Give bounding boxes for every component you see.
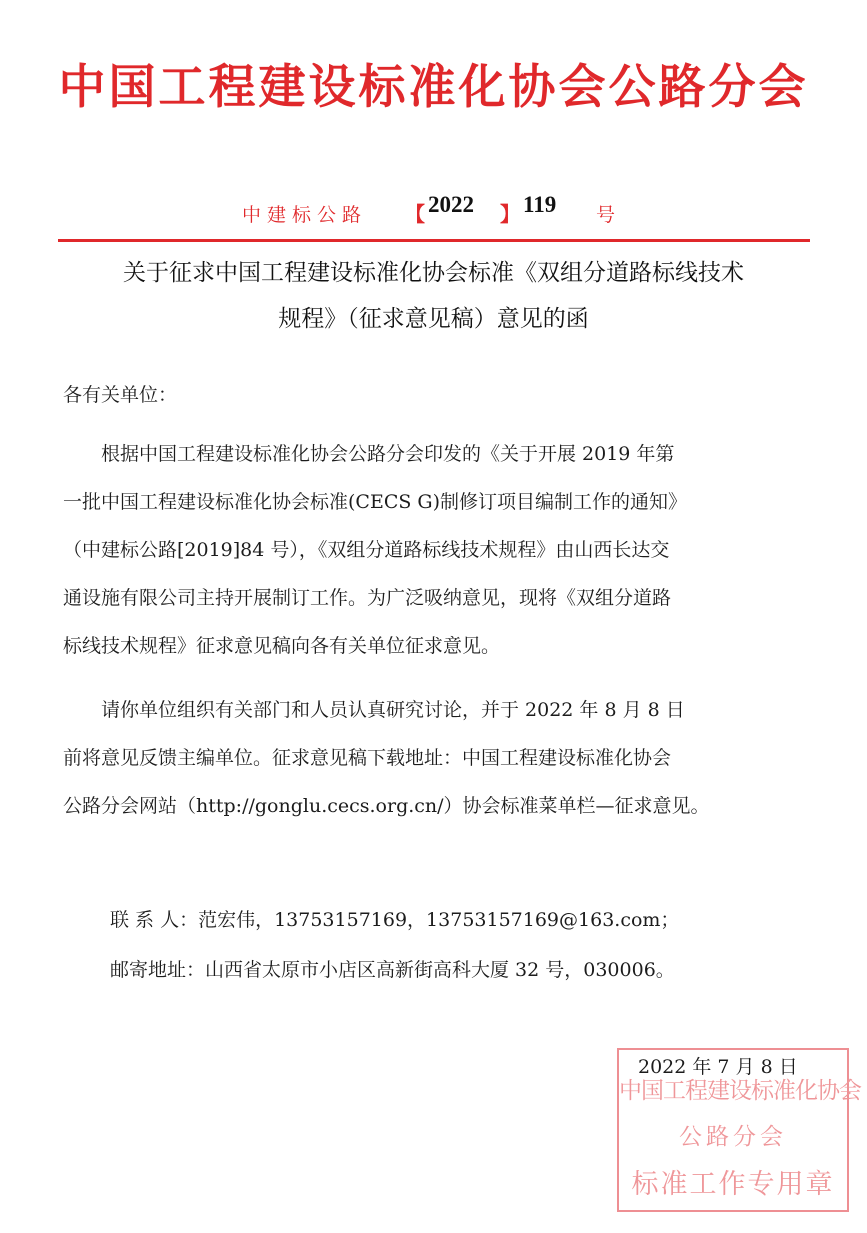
paragraph-1-line: （中建标公路[2019]84 号），《双组分道路标线技术规程》由山西长达交 [63,539,670,561]
seal-line-2: 公路分会 [679,1124,787,1150]
doc-number-suffix: 号 [596,204,616,226]
doc-number-prefix: 中建标公路 [242,204,368,226]
paragraph-1-line: 根据中国工程建设标准化协会公路分会印发的《关于开展 2019 年第 [63,443,675,465]
paragraph-2-line: 公路分会网站（http://gonglu.cecs.org.cn/）协会标准菜单栏—征求意见。 [63,795,710,817]
seal-line-1: 中国工程建设标准化协会 [619,1078,861,1104]
paragraph-1-line: 通设施有限公司主持开展制订工作。为广泛吸纳意见，现将《双组分道路 [63,587,672,609]
red-divider [58,239,810,242]
doc-number-open-bracket: 【 [405,202,425,226]
paragraph-2-line: 请你单位组织有关部门和人员认真研究讨论，并于 2022 年 8 月 8 日 [63,699,685,721]
mailing-address: 邮寄地址：山西省太原市小店区高新街高科大厦 32 号，030006。 [110,959,675,981]
paragraph-1 [63,430,808,670]
paragraph-2 [63,686,808,830]
contact-person: 联 系 人：范宏伟，13753157169，13753157169@163.com； [110,909,680,931]
subject-line-1: 关于征求中国工程建设标准化协会标准《双组分道路标线技术 [123,260,744,286]
paragraph-1-line: 标线技术规程》征求意见稿向各有关单位征求意见。 [63,635,501,657]
letterhead-title: 中国工程建设标准化协会公路分会 [58,60,809,115]
issue-date: 2022 年 7 月 8 日 [638,1056,798,1078]
document-number [0,188,867,228]
doc-number-close-bracket: 】 [500,202,520,226]
doc-number-year: 2022 [428,192,474,217]
paragraph-1-line: 一批中国工程建设标准化协会标准(CECS G)制修订项目编制工作的通知》 [63,491,688,513]
document-subject [40,250,827,342]
salutation: 各有关单位： [63,384,178,406]
paragraph-2-line: 前将意见反馈主编单位。征求意见稿下载地址：中国工程建设标准化协会 [63,747,672,769]
seal-line-3: 标准工作专用章 [631,1169,835,1200]
subject-line-2: 规程》（征求意见稿）意见的函 [278,306,589,332]
doc-number-serial: 119 [523,192,557,217]
